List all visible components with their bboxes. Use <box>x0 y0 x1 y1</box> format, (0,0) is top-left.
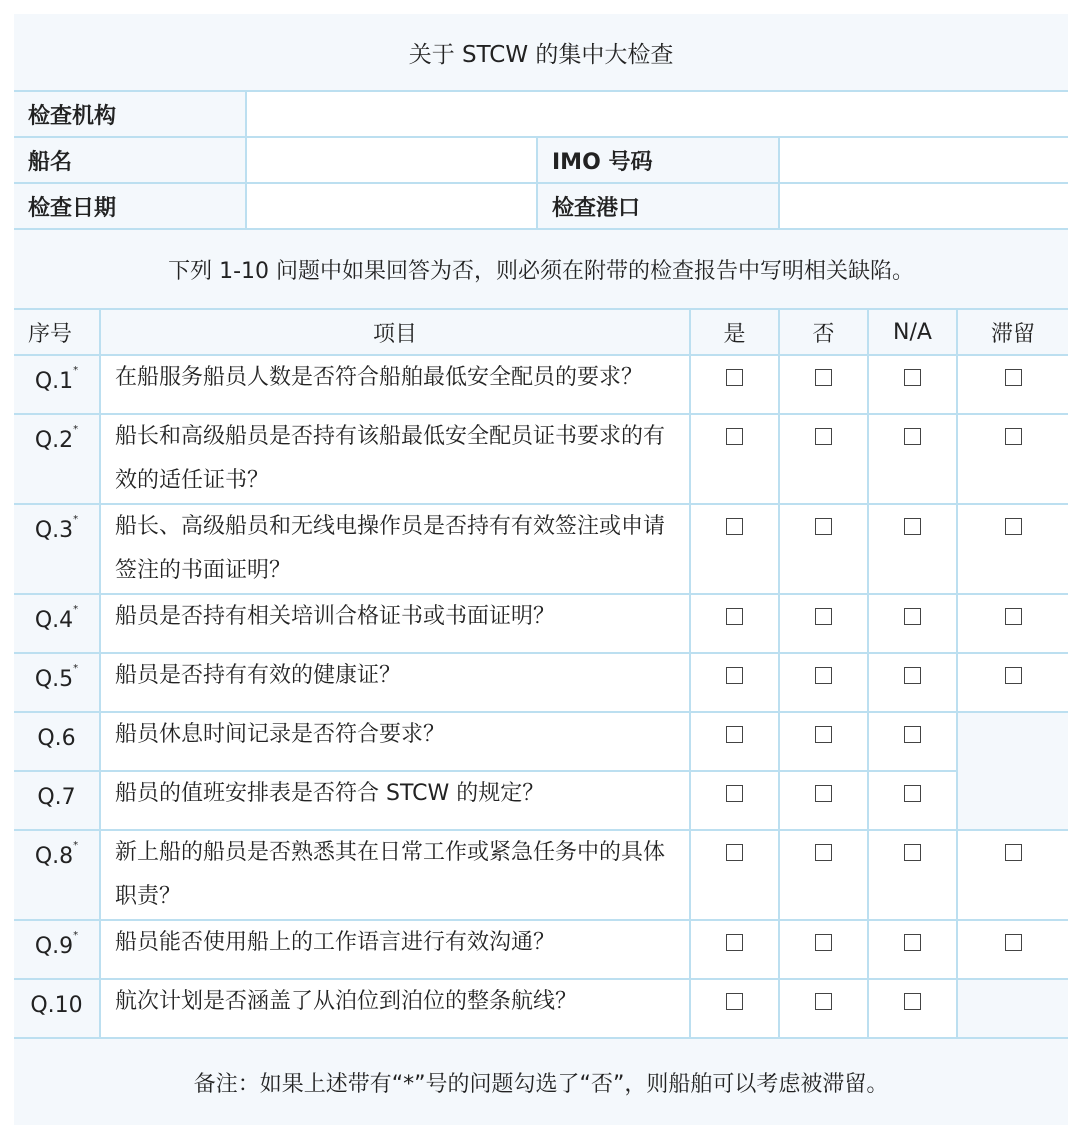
checkbox-detain[interactable] <box>1005 608 1022 625</box>
question-text: 船长、高级船员和无线电操作员是否持有有效签注或申请签注的书面证明？ <box>100 504 690 594</box>
question-text: 船长和高级船员是否持有该船最低安全配员证书要求的有效的适任证书？ <box>100 414 690 504</box>
star-mark: * <box>73 840 79 851</box>
checkbox-detain[interactable] <box>1005 934 1022 951</box>
org-label: 检查机构 <box>14 91 246 137</box>
ship-name-field[interactable] <box>246 137 537 183</box>
cell-no <box>779 712 868 771</box>
cell-yes <box>690 830 779 920</box>
cell-na <box>868 355 957 414</box>
checkbox-yes[interactable] <box>726 993 743 1010</box>
checkbox-yes[interactable] <box>726 518 743 535</box>
question-row <box>14 594 1068 653</box>
cell-na <box>868 920 957 979</box>
question-number <box>14 504 100 594</box>
checkbox-detain[interactable] <box>1005 518 1022 535</box>
header-num: 序号 <box>14 309 100 355</box>
question-row <box>14 504 1068 594</box>
cell-yes <box>690 594 779 653</box>
header-detain: 滞留 <box>957 309 1068 355</box>
cell-yes <box>690 504 779 594</box>
ship-name-label: 船名 <box>14 137 246 183</box>
detain-na-cell <box>957 979 1068 1038</box>
question-number-label: Q.3 <box>34 518 74 543</box>
cell-no <box>779 979 868 1038</box>
question-number-label: Q.4 <box>34 608 74 633</box>
question-text: 新上船的船员是否熟悉其在日常工作或紧急任务中的具体职责？ <box>100 830 690 920</box>
cell-no <box>779 414 868 504</box>
checkbox-na[interactable] <box>904 726 921 743</box>
checkbox-no[interactable] <box>815 667 832 684</box>
question-number <box>14 979 100 1038</box>
question-text: 船员是否持有有效的健康证？ <box>100 653 690 712</box>
checkbox-no[interactable] <box>815 934 832 951</box>
star-mark: * <box>73 365 79 376</box>
cell-detain <box>957 414 1068 504</box>
cell-detain <box>957 920 1068 979</box>
cell-detain <box>957 355 1068 414</box>
question-row <box>14 653 1068 712</box>
note-text: 备注：如果上述带有“*”号的问题勾选了“否”，则船舶可以考虑被滞留。 <box>14 1038 1068 1125</box>
cell-no <box>779 771 868 830</box>
imo-label: IMO 号码 <box>537 137 779 183</box>
detain-na-cell <box>957 712 1068 830</box>
question-text: 船员的值班安排表是否符合 STCW 的规定？ <box>100 771 690 830</box>
checkbox-na[interactable] <box>904 934 921 951</box>
question-number-label: Q.10 <box>30 993 83 1018</box>
cell-na <box>868 594 957 653</box>
checkbox-no[interactable] <box>815 785 832 802</box>
checkbox-yes[interactable] <box>726 844 743 861</box>
question-number-label: Q.1 <box>34 369 74 394</box>
form-table <box>14 14 1068 1125</box>
cell-no <box>779 504 868 594</box>
cell-no <box>779 653 868 712</box>
checkbox-no[interactable] <box>815 608 832 625</box>
header-na: N/A <box>868 309 957 355</box>
checkbox-detain[interactable] <box>1005 667 1022 684</box>
checkbox-na[interactable] <box>904 844 921 861</box>
question-number-label: Q.7 <box>37 785 76 810</box>
cell-detain <box>957 653 1068 712</box>
info-row-org <box>14 91 1068 137</box>
checkbox-detain[interactable] <box>1005 369 1022 386</box>
checkbox-no[interactable] <box>815 369 832 386</box>
checkbox-na[interactable] <box>904 608 921 625</box>
checkbox-yes[interactable] <box>726 608 743 625</box>
question-row <box>14 414 1068 504</box>
date-label: 检查日期 <box>14 183 246 229</box>
checkbox-no[interactable] <box>815 844 832 861</box>
question-number <box>14 414 100 504</box>
checkbox-yes[interactable] <box>726 369 743 386</box>
cell-yes <box>690 414 779 504</box>
cell-yes <box>690 653 779 712</box>
question-table-body <box>14 309 1068 1038</box>
checkbox-yes[interactable] <box>726 785 743 802</box>
imo-field[interactable] <box>779 137 1068 183</box>
port-field[interactable] <box>779 183 1068 229</box>
question-text: 航次计划是否涵盖了从泊位到泊位的整条航线？ <box>100 979 690 1038</box>
star-mark: * <box>73 930 79 941</box>
checkbox-no[interactable] <box>815 726 832 743</box>
instruction-row <box>14 229 1068 309</box>
org-field[interactable] <box>246 91 1068 137</box>
question-text: 船员休息时间记录是否符合要求？ <box>100 712 690 771</box>
title-row <box>14 14 1068 91</box>
checkbox-no[interactable] <box>815 428 832 445</box>
star-mark: * <box>73 424 79 435</box>
info-row-date <box>14 183 1068 229</box>
header-yes: 是 <box>690 309 779 355</box>
question-text: 船员能否使用船上的工作语言进行有效沟通？ <box>100 920 690 979</box>
question-row <box>14 830 1068 920</box>
star-mark: * <box>73 604 79 615</box>
checkbox-na[interactable] <box>904 369 921 386</box>
cell-yes <box>690 920 779 979</box>
cell-yes <box>690 355 779 414</box>
info-row-ship <box>14 137 1068 183</box>
question-row <box>14 771 1068 830</box>
question-number <box>14 594 100 653</box>
cell-na <box>868 771 957 830</box>
checkbox-na[interactable] <box>904 428 921 445</box>
question-row <box>14 979 1068 1038</box>
cell-yes <box>690 771 779 830</box>
checkbox-yes[interactable] <box>726 726 743 743</box>
question-number <box>14 920 100 979</box>
cell-no <box>779 355 868 414</box>
cell-detain <box>957 830 1068 920</box>
cell-na <box>868 712 957 771</box>
header-item: 项目 <box>100 309 690 355</box>
checkbox-na[interactable] <box>904 667 921 684</box>
cell-na <box>868 979 957 1038</box>
cell-no <box>779 830 868 920</box>
checkbox-no[interactable] <box>815 518 832 535</box>
cell-na <box>868 414 957 504</box>
checkbox-yes[interactable] <box>726 667 743 684</box>
cell-na <box>868 830 957 920</box>
port-label: 检查港口 <box>537 183 779 229</box>
star-mark: * <box>73 514 79 525</box>
cell-detain <box>957 594 1068 653</box>
checkbox-yes[interactable] <box>726 428 743 445</box>
instruction-text: 下列 1-10 问题中如果回答为否，则必须在附带的检查报告中写明相关缺陷。 <box>14 229 1068 309</box>
question-number <box>14 653 100 712</box>
question-number-label: Q.9 <box>34 934 74 959</box>
question-number-label: Q.6 <box>37 726 76 751</box>
checkbox-no[interactable] <box>815 993 832 1010</box>
cell-no <box>779 920 868 979</box>
header-no: 否 <box>779 309 868 355</box>
cell-na <box>868 504 957 594</box>
question-number <box>14 712 100 771</box>
form-title: 关于 STCW 的集中大检查 <box>14 14 1068 91</box>
question-number-label: Q.8 <box>34 844 74 869</box>
question-number-label: Q.2 <box>34 428 74 453</box>
note-row <box>14 1038 1068 1125</box>
column-header-row <box>14 309 1068 355</box>
inspection-form <box>14 14 1068 1125</box>
question-text: 船员是否持有相关培训合格证书或书面证明？ <box>100 594 690 653</box>
checkbox-yes[interactable] <box>726 934 743 951</box>
cell-no <box>779 594 868 653</box>
star-mark: * <box>73 663 79 674</box>
question-number <box>14 355 100 414</box>
question-number <box>14 830 100 920</box>
checkbox-detain[interactable] <box>1005 844 1022 861</box>
date-field[interactable] <box>246 183 537 229</box>
checkbox-na[interactable] <box>904 518 921 535</box>
question-row <box>14 355 1068 414</box>
question-row <box>14 920 1068 979</box>
checkbox-detain[interactable] <box>1005 428 1022 445</box>
cell-detain <box>957 504 1068 594</box>
question-row <box>14 712 1068 771</box>
question-text: 在船服务船员人数是否符合船舶最低安全配员的要求？ <box>100 355 690 414</box>
question-number-label: Q.5 <box>34 667 74 692</box>
checkbox-na[interactable] <box>904 993 921 1010</box>
question-number <box>14 771 100 830</box>
cell-yes <box>690 712 779 771</box>
cell-na <box>868 653 957 712</box>
cell-yes <box>690 979 779 1038</box>
checkbox-na[interactable] <box>904 785 921 802</box>
